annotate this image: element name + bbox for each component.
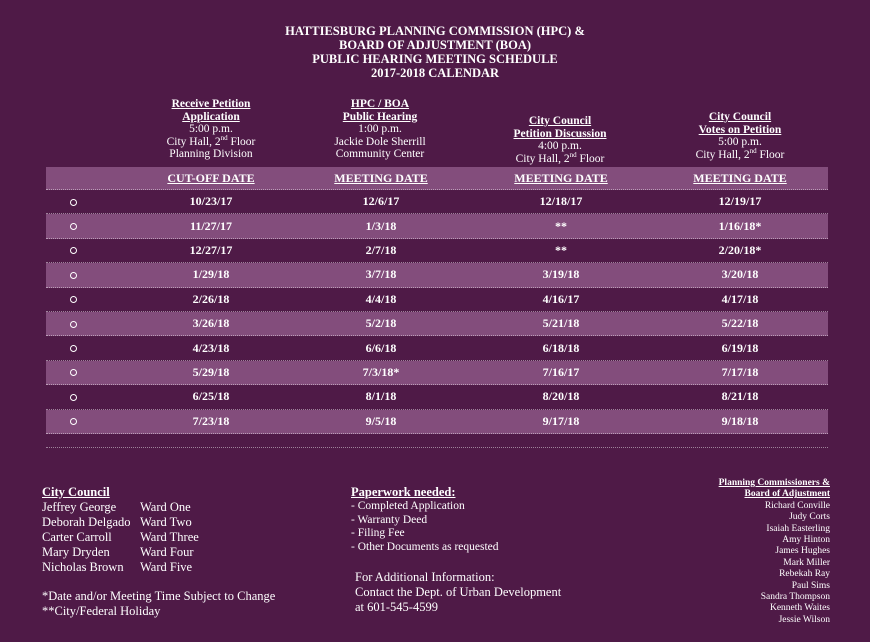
column-location: City Hall, 2nd Floor [515, 150, 605, 165]
table-cell: 12/6/17 [362, 194, 400, 209]
commissioners-heading: Board of Adjustment [744, 489, 830, 500]
table-row [46, 239, 828, 263]
table-cell: 4/16/17 [542, 291, 580, 306]
bullet-icon [70, 394, 77, 401]
bullet-icon [70, 272, 77, 279]
table-row [46, 361, 828, 385]
table-cell: 11/27/17 [189, 218, 232, 233]
commissioner-name: Sandra Thompson [760, 592, 830, 603]
commissioner-name: Amy Hinton [782, 535, 830, 546]
title-line-4: 2017-2018 CALENDAR [370, 66, 500, 80]
table-cell: 5/29/18 [192, 364, 230, 379]
table-cell: 2/20/18* [718, 242, 762, 257]
bullet-icon [70, 199, 77, 206]
contact-info [355, 570, 561, 615]
header-cutoff-date: CUT-OFF DATE [167, 170, 255, 185]
table-cell: 7/17/18 [721, 364, 759, 379]
column-heading: Petition Discussion [513, 127, 607, 140]
bullet-icon [70, 369, 77, 376]
footnote-subject-to-change: *Date and/or Meeting Time Subject to Change [42, 589, 276, 603]
column-header-votes-on-petition [651, 111, 829, 161]
table-cell: 6/18/18 [542, 340, 580, 355]
column-header-public-hearing [295, 98, 465, 161]
table-row [46, 385, 828, 409]
column-heading: Public Hearing [342, 110, 418, 123]
table-cell: 12/18/17 [539, 194, 583, 209]
table-header-row [46, 167, 828, 190]
table-cell: 9/17/18 [542, 413, 580, 428]
column-time: 4:00 p.m. [538, 140, 582, 152]
column-heading: City Council [528, 115, 592, 127]
paperwork-item: - Warranty Deed [351, 513, 428, 526]
table-row [46, 288, 828, 312]
bullet-icon [70, 321, 77, 328]
city-council-list [42, 485, 199, 575]
column-heading: Receive Petition [171, 98, 251, 110]
contact-line: For Additional Information: [355, 570, 495, 584]
council-member: Nicholas Brown Ward Five [42, 560, 193, 574]
table-cell: 8/21/18 [721, 389, 759, 404]
column-department: Planning Division [169, 148, 253, 160]
table-cell: 3/20/18 [721, 267, 759, 282]
table-cell: 5/22/18 [721, 316, 759, 331]
table-cell: 8/20/18 [542, 389, 580, 404]
paperwork-heading: Paperwork needed: [351, 485, 456, 499]
column-time: 5:00 p.m. [189, 123, 233, 135]
bullet-icon [70, 247, 77, 254]
column-time: 1:00 p.m. [358, 123, 402, 135]
table-cell: 1/3/18 [365, 218, 397, 233]
commissioner-name: Paul Sims [791, 580, 830, 591]
column-location: Jackie Dole Sherrill [334, 135, 426, 148]
footnote-holiday: **City/Federal Holiday [42, 604, 161, 618]
table-cell: 7/23/18 [192, 413, 230, 428]
paperwork-item: - Filing Fee [351, 527, 405, 539]
table-cell: 5/21/18 [542, 316, 580, 331]
table-cell: 3/26/18 [192, 316, 230, 331]
council-member: Jeffrey George Ward One [42, 500, 191, 514]
commissioner-name: Kenneth Waites [769, 603, 830, 614]
contact-line: Contact the Dept. of Urban Development [355, 585, 562, 599]
paperwork-needed [351, 485, 499, 554]
table-cell: 10/23/17 [189, 194, 233, 209]
column-heading: Application [182, 110, 240, 123]
table-cell: 4/17/18 [721, 291, 759, 306]
city-council-heading: City Council [42, 485, 110, 499]
table-row [46, 336, 828, 360]
table-cell: 9/18/18 [721, 413, 759, 428]
commissioners-list [719, 478, 830, 626]
table-cell: 6/19/18 [721, 340, 759, 355]
table-row [46, 263, 828, 287]
column-heading: Votes on Petition [698, 123, 782, 136]
table-row [46, 190, 828, 214]
title-line-1: HATTIESBURG PLANNING COMMISSION (HPC) & [285, 24, 585, 38]
title-line-2: BOARD OF ADJUSTMENT (BOA) [338, 38, 532, 52]
table-bottom-divider [46, 447, 828, 448]
paperwork-item: - Completed Application [351, 500, 465, 512]
table-cell: 5/2/18 [365, 316, 397, 331]
table-cell: 9/5/18 [365, 413, 397, 428]
commissioner-name: Isaiah Easterling [766, 523, 830, 534]
bullet-icon [70, 296, 77, 303]
commissioner-name: Jessie Wilson [778, 614, 830, 625]
table-cell: 6/6/18 [365, 340, 397, 355]
table-cell: 1/16/18* [718, 218, 762, 233]
column-heading: City Council [708, 111, 772, 123]
table-cell: 7/16/17 [542, 364, 580, 379]
header-meeting-date: MEETING DATE [334, 170, 428, 185]
table-cell: 3/19/18 [542, 267, 580, 282]
council-member: Deborah Delgado Ward Two [42, 515, 192, 529]
commissioner-name: Judy Corts [789, 512, 830, 523]
column-location: City Hall, 2nd Floor [166, 133, 256, 148]
table-row [46, 214, 828, 238]
table-cell: 1/29/18 [192, 267, 230, 282]
table-cell: ** [555, 218, 567, 233]
schedule-table [46, 167, 828, 434]
column-location: City Hall, 2nd Floor [695, 146, 785, 161]
table-cell: ** [555, 242, 567, 257]
commissioner-name: Mark Miller [783, 557, 830, 568]
table-cell: 4/4/18 [365, 291, 397, 306]
title-line-3: PUBLIC HEARING MEETING SCHEDULE [312, 52, 558, 66]
bullet-icon [70, 345, 77, 352]
table-cell: 6/25/18 [192, 389, 230, 404]
contact-phone: at 601-545-4599 [355, 600, 438, 614]
table-cell: 7/3/18* [362, 364, 400, 379]
council-member: Mary Dryden Ward Four [42, 545, 194, 559]
table-row [46, 410, 828, 434]
column-time: 5:00 p.m. [718, 136, 762, 148]
council-member: Carter Carroll Ward Three [42, 530, 199, 544]
table-cell: 12/27/17 [189, 242, 233, 257]
header-meeting-date: MEETING DATE [514, 170, 608, 185]
table-cell: 12/19/17 [718, 194, 762, 209]
column-header-receive-petition [126, 98, 296, 161]
commissioner-name: Richard Conville [764, 500, 830, 511]
table-cell: 2/7/18 [365, 242, 397, 257]
column-heading: HPC / BOA [350, 98, 410, 110]
column-location-2: Community Center [335, 148, 425, 160]
document-title [0, 24, 870, 80]
table-row [46, 312, 828, 336]
commissioners-heading: Planning Commissioners & [718, 478, 830, 488]
bullet-icon [70, 418, 77, 425]
table-cell: 4/23/18 [192, 340, 230, 355]
column-header-petition-discussion [470, 115, 650, 165]
table-cell: 8/1/18 [365, 389, 397, 404]
commissioner-name: James Hughes [775, 546, 830, 557]
bullet-icon [70, 223, 77, 230]
paperwork-item: - Other Documents as requested [351, 540, 499, 553]
table-cell: 3/7/18 [365, 267, 397, 282]
header-meeting-date: MEETING DATE [693, 170, 787, 185]
footnotes [42, 589, 275, 619]
table-cell: 2/26/18 [192, 291, 230, 306]
commissioner-name: Rebekah Ray [779, 569, 830, 580]
